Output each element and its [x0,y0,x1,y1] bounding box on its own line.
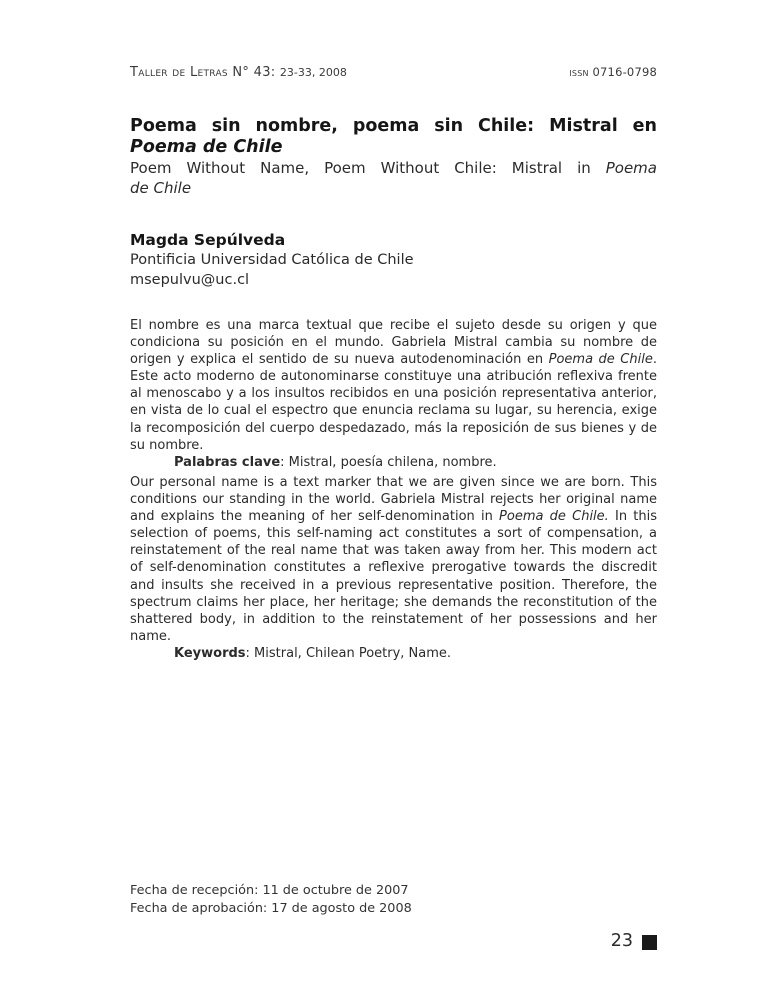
running-head [130,65,657,80]
abstract-spanish [130,317,657,471]
author-name: Magda Sepúlveda [130,231,286,249]
page-number-row [611,931,657,951]
issn-label: issn 0716-0798 [569,65,657,79]
article-subtitle-line2: de Chile [130,179,192,197]
keywords-spanish: Palabras clave: Mistral, poesía chilena, nombre. [174,454,497,470]
page-number: 23 [610,931,633,951]
approval-date: Fecha de aprobación: 17 de agosto de 2008 [130,900,412,916]
article-subtitle-line1: Poem Without Name, Poem Without Chile: Mistral in Poema [130,159,657,177]
footer-dates [130,882,657,917]
article-title-line1: Poema sin nombre, poema sin Chile: Mistral en [130,116,657,136]
journal-reference [130,65,347,80]
end-marker-square-icon [642,935,657,950]
journal-issue-pages: 23-33, 2008 [279,66,347,79]
keywords-english: Keywords: Mistral, Chilean Poetry, Name. [174,645,452,661]
title-block [130,116,657,198]
author-block [130,230,657,290]
author-affiliation: Pontificia Universidad Católica de Chile [130,252,414,268]
article-title-line2: Poema de Chile [130,137,283,157]
journal-name: Taller de Letras N° 43: [130,65,280,80]
author-email: msepulvu@uc.cl [130,272,250,288]
reception-date: Fecha de recepción: 11 de octubre de 2007 [130,883,409,898]
abstract-english [130,474,657,662]
abstract-english-text: Our personal name is a text marker that we are given since we are born. This conditions our standing in the world. Gabriela Mistral rejects her original name and explains the meaning of her self-denomination in Poema de Chile. In this selection of poems, this self-naming act constitutes a sort of compensation, a reinstatement of the real name that was taken away from her. This modern act of self-denomination constitutes a reflexive prerogative towards the discredit and insults she received in a previous representative position. Therefore, the spectrum claims her place, her heritage; she demands the reconstitution of the shattered body, in addition to the reinstatement of her possessions and her name. [130,475,657,644]
abstract-spanish-text: El nombre es una marca textual que recibe el sujeto desde su origen y que condiciona su posición en el mundo. Gabriela Mistral cambia su nombre de origen y explica el sentido de su nueva autodenominación en Poema de Chile. Este acto moderno de autonominarse constituye una atribución reflexiva frente al menoscabo y a los insultos recibidos en una posición representativa anterior, en vista de lo cual el espectro que enuncia reclama su lugar, su herencia, exige la recomposición del cuerpo despedazado, más la reposición de sus bienes y de su nombre. [130,318,657,453]
